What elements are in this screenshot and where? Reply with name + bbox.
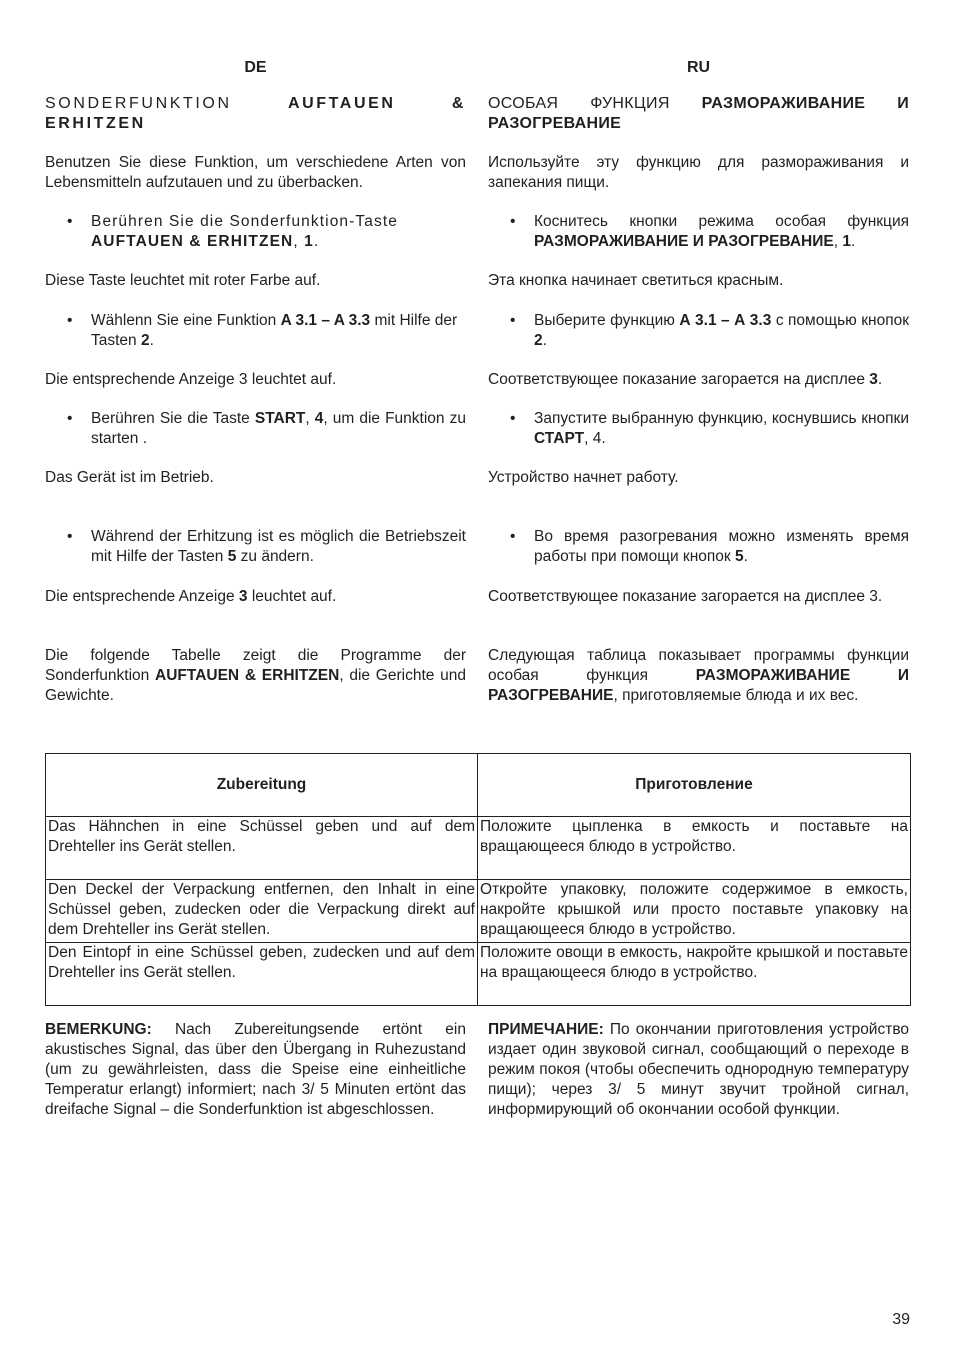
after-step4-de [45,587,466,607]
table-row [46,880,911,943]
table-header-ru: Приготовление [478,754,911,817]
step2-label2: с помощью кнопок [775,312,909,329]
section-heading-de [45,94,466,134]
note-label: BEMERKUNG: [45,1021,152,1038]
column-label-de: DE [244,59,267,76]
after-step3-de: Das Gerät ist im Betrieb. [45,469,214,486]
step3-num: 4 [314,410,324,427]
table-intro-label: Die folgende Tabelle zeigt die Programme der Sonderfunktion [45,647,466,684]
heading-bold: РАЗМОРАЖИВАНИЕ И РАЗОГРЕВАНИЕ [488,95,909,132]
step4-label: Во время разогревания можно изменять время работы при помощи кнопок [534,528,909,565]
bullet-dot: • [510,213,516,230]
bullet-dot: • [67,213,73,230]
table-cell-de: Den Eintopf in eine Schüssel geben, zudecken und auf dem Drehteller ins Gerät stellen. [46,943,478,1006]
step4-label: Während der Erhitzung ist es möglich die Betriebszeit mit Hilfe der Tasten [91,528,466,565]
step1-num: 1 [842,233,851,250]
table-row [46,943,911,1006]
step1-label: Berühren Sie die Sonderfunktion-Taste [91,213,398,230]
bullet-dot: • [67,528,73,545]
note-text: Nach Zubereitungsende ertönt ein akustisches Signal, das über den Übergang in Ruhezustand (um zu gewährleisten, dass die Speise eine einheitliche Temperatur erlangt) informiert; nach 3/ 5 Minuten ertönt das dreifache Signal – die Sonderfunktion ist abgeschlossen. [45,1021,466,1118]
after-step4-ru: Соответствующее показание загорается на дисплее 3. [488,588,883,605]
table-header-row [46,754,911,817]
table-intro-bold: РАЗМОРАЖИВАНИЕ И РАЗОГРЕВАНИЕ [488,667,909,704]
step1-num: 1 [304,233,314,250]
after-step3-ru: Устройство начнет работу. [488,469,679,486]
step2-text: Выберите функцию А 3.1 – А 3.3 с помощью кнопок 2. [534,312,909,349]
table-intro-ru [488,646,909,706]
step2-range: А 3.1 – А 3.3 [679,312,772,329]
note-ru [488,1020,909,1120]
table-intro-bold: AUFTAUEN & ERHITZEN [155,667,340,684]
step2-text: Wählenn Sie eine Funktion A 3.1 – A 3.3 mit Hilfe der Tasten 2. [91,312,458,349]
step2-range: A 3.1 – A 3.3 [280,312,371,329]
bullet-dot: • [510,528,516,545]
step1-key: AUFTAUEN & ERHITZEN [91,233,294,250]
step1-text: Berühren Sie die Sonderfunktion-Taste AUFTAUEN & ERHITZEN, 1. [91,213,398,250]
bullet-dot: • [510,312,516,329]
step3-text [534,409,909,449]
page-number: 39 [892,1311,910,1328]
table-row [46,817,911,880]
after-step1-de: Diese Taste leuchtet mit roter Farbe auf. [45,272,321,289]
table-cell-ru: Положите цыпленка в емкость и поставьте на вращающееся блюдо в устройство. [478,817,911,880]
table-cell-de: Das Hähnchen in eine Schüssel geben und auf dem Drehteller ins Gerät stellen. [46,817,478,880]
after-step2-ru: Соответствующее показание загорается на дисплее 3. [488,371,883,388]
after4-label: Die entsprechende Anzeige [45,588,235,605]
step2-label2: mit Hilfe der Tasten [91,312,458,349]
step1-text: Коснитесь кнопки режима особая функция РАЗМОРАЖИВАНИЕ И РАЗОГРЕВАНИЕ, 1. [534,213,909,250]
note-text: По окончании приготовления устройство издает один звуковой сигнал, сообщающий о переходе в режим покоя (чтобы обеспечить однородную температуру пищи); через 3/ 5 минут звучит тройной сигнал, информирующий об окончании особой функции. [488,1021,909,1118]
step3-key: СТАРТ [534,430,585,447]
bullet-dot: • [67,312,73,329]
after-step2-de: Die entsprechende Anzeige 3 leuchtet auf. [45,371,337,388]
step4-num: 5 [735,548,744,565]
preparation-table [45,753,911,1006]
step3-label2: , 4. [584,430,606,447]
step4-text: Во время разогревания можно изменять время работы при помощи кнопок 5. [534,528,909,565]
heading-bold: AUFTAUEN & ERHITZEN [45,95,466,132]
note-label: ПРИМЕЧАНИЕ: [488,1021,604,1038]
bullet-dot: • [67,410,73,427]
after2-num: 3 [869,371,878,388]
step4-label2: zu ändern. [240,548,314,565]
step4-text [91,527,466,567]
column-label-ru: RU [686,59,711,76]
section-heading-ru [488,94,909,134]
step2-label: Wählenn Sie eine Funktion [91,312,277,329]
table-intro-label2: , приготовляемые блюда и их вес. [613,687,859,704]
table-intro-label2: , die Gerichte und Gewichte. [45,667,466,704]
step1-label: Коснитесь кнопки режима особая функция [534,213,909,230]
step3-label2: um die Funktion zu starten . [91,410,466,447]
table-cell-ru: Положите овощи в емкость, накройте крышкой и поставьте на вращающееся блюдо в устройство. [478,943,911,1006]
heading-prefix: SONDERFUNKTION [45,95,232,112]
after4-num: 3 [238,588,248,605]
step1-key: РАЗМОРАЖИВАНИЕ И РАЗОГРЕВАНИЕ [534,233,834,250]
step3-key: START [254,410,306,427]
step3-label: Berühren Sie die Taste [91,410,250,427]
intro-ru: Используйте эту функцию для размораживания и запекания пищи. [488,154,909,191]
after2-label: Соответствующее показание загорается на дисплее [488,371,865,388]
step3-label: Запустите выбранную функцию, коснувшись кнопки [534,410,909,427]
step2-label: Выберите функцию [534,312,675,329]
step2-num: 2 [534,332,543,349]
table-intro-label: Следующая таблица показывает программы функции особая функция [488,647,909,684]
table-intro-de [45,646,466,706]
after4-label2: leuchtet auf. [251,588,337,605]
table-cell-de: Den Deckel der Verpackung entfernen, den Inhalt in eine Schüssel geben, zudecken oder die Verpackung direkt auf dem Drehteller ins Gerät stellen. [46,880,478,943]
table-cell-ru: Откройте упаковку, положите содержимое в емкость, накройте крышкой или просто поставьте упаковку на вращающееся блюдо в устройство. [478,880,911,943]
step4-num: 5 [227,548,237,565]
step3-text: Berühren Sie die Taste START, 4, um die Funktion zu starten . [91,410,466,447]
table-header-de: Zubereitung [46,754,478,817]
intro-de: Benutzen Sie diese Funktion, um verschiedene Arten von Lebensmitteln aufzutauen und zu überbacken. [45,154,466,191]
step2-num: 2 [140,332,150,349]
after-step1-ru: Эта кнопка начинает светиться красным. [488,272,784,289]
heading-prefix: ОСОБАЯ ФУНКЦИЯ [488,95,670,112]
bullet-dot: • [510,410,516,427]
note-de [45,1020,466,1120]
